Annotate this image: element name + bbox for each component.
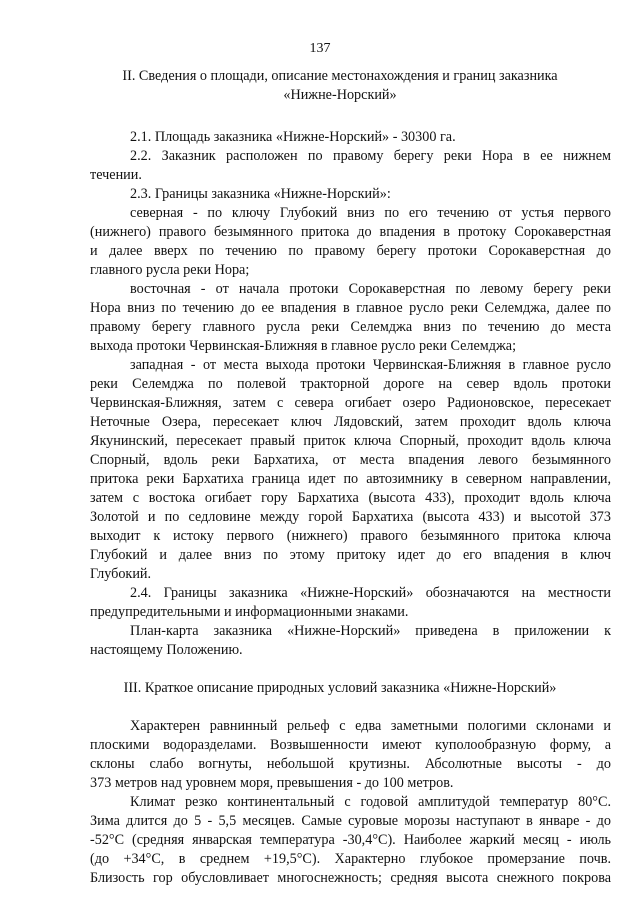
relief-line: Характерен равнинный рельеф с едва заметными пологими склонами и [130, 718, 611, 734]
paragraph-2-2-line: течении. [90, 167, 142, 183]
west-boundary-line: затем с востока огибает гору Бархатиха (высота 433), проходит вдоль ключа [90, 490, 611, 506]
north-boundary-line: главного русла реки Нора; [90, 262, 250, 278]
west-boundary-line: Червинская-Ближняя, затем с севера огибает озеро Радионовское, пересекает [90, 395, 611, 411]
west-boundary-line: Золотой и по седловине между горой Бархатиха (высота 433) и высотой 373 [90, 509, 611, 525]
relief-line: 373 метров над уровнем моря, превышения - до 100 метров. [90, 775, 454, 791]
climate-line: Климат резко континентальный с годовой амплитудой температур 80°С. [130, 794, 611, 810]
climate-line: Зима длится до 5 - 5,5 месяцев. Самые суровые морозы наступают в январе - до [90, 813, 611, 829]
climate-line: Близость гор обусловливает многоснежность; средняя высота снежного покрова [90, 870, 611, 886]
east-boundary-line: Нора вниз по течению до ее впадения в главное русло реки Селемджа, далее по [90, 300, 611, 316]
paragraph-2-1: 2.1. Площадь заказника «Нижне-Норский» - 30300 га. [130, 129, 456, 145]
section-3-heading: III. Краткое описание природных условий заказника «Нижне-Норский» [123, 680, 557, 696]
east-boundary-line: правому берегу главного русла реки Селемджа вниз по течению до места [90, 319, 611, 335]
west-boundary-line: притока реки Бархатиха граница идет по автозимнику в северном направлении, [90, 471, 611, 487]
plan-map-line: настоящему Положению. [90, 642, 243, 658]
north-boundary-line: (нижнего) правого безымянного притока до впадения в протоку Сорокаверстная [90, 224, 611, 240]
west-boundary-line: Неточные Озера, пересекает ключ Лядовский, затем проходит вдоль ключа [90, 414, 611, 430]
east-boundary-line: выхода протоки Червинская-Ближняя в главное русло реки Селемджа; [90, 338, 517, 354]
north-boundary-line: и далее вверх по течению по правому берегу протоки Сорокаверстная до [90, 243, 611, 259]
west-boundary-line: Глубокий и далее вниз по этому притоку идет до его впадения в ключ [90, 547, 611, 563]
section-2-heading-line-1: II. Сведения о площади, описание местонахождения и границ заказника [122, 68, 558, 84]
west-boundary-line: Спорный, вдоль реки Бархатиха, от места впадения левого безымянного [90, 452, 611, 468]
section-2-heading-line-2: «Нижне-Норский» [283, 87, 397, 103]
paragraph-2-4-line: 2.4. Границы заказника «Нижне-Норский» обозначаются на местности [130, 585, 611, 601]
paragraph-2-3: 2.3. Границы заказника «Нижне-Норский»: [130, 186, 391, 202]
west-boundary-line: Якунинский, пересекает правый приток ключа Спорный, проходит вдоль ключа [90, 433, 611, 449]
climate-line: (до +34°С, в среднем +19,5°С). Характерно глубокое промерзание почв. [90, 851, 611, 867]
west-boundary-line: реки Селемджа по полевой тракторной дороге на север вдоль протоки [90, 376, 611, 392]
east-boundary-line: восточная - от начала протоки Сорокаверстная по левому берегу реки [130, 281, 611, 297]
west-boundary-line: западная - от места выхода протоки Червинская-Ближняя в главное русло [130, 357, 611, 373]
west-boundary-line: Глубокий. [90, 566, 152, 582]
page-number: 137 [309, 41, 331, 56]
relief-line: плоскими водоразделами. Возвышенности имеют куполообразную форму, а [90, 737, 611, 753]
north-boundary-line: северная - по ключу Глубокий вниз по его течению от устья первого [130, 205, 611, 221]
paragraph-2-2-line: 2.2. Заказник расположен по правому берегу реки Нора в ее нижнем [130, 148, 611, 164]
paragraph-2-4-line: предупредительными и информационными знаками. [90, 604, 409, 620]
plan-map-line: План-карта заказника «Нижне-Норский» приведена в приложении к [130, 623, 611, 639]
west-boundary-line: выходит к истоку первого (нижнего) правого безымянного притока ключа [90, 528, 611, 544]
relief-line: склоны слабо вогнуты, небольшой крутизны. Абсолютные высоты - до [90, 756, 611, 772]
climate-line: -52°С (средняя январская температура -30,4°С). Наиболее жаркий месяц - июль [90, 832, 611, 848]
